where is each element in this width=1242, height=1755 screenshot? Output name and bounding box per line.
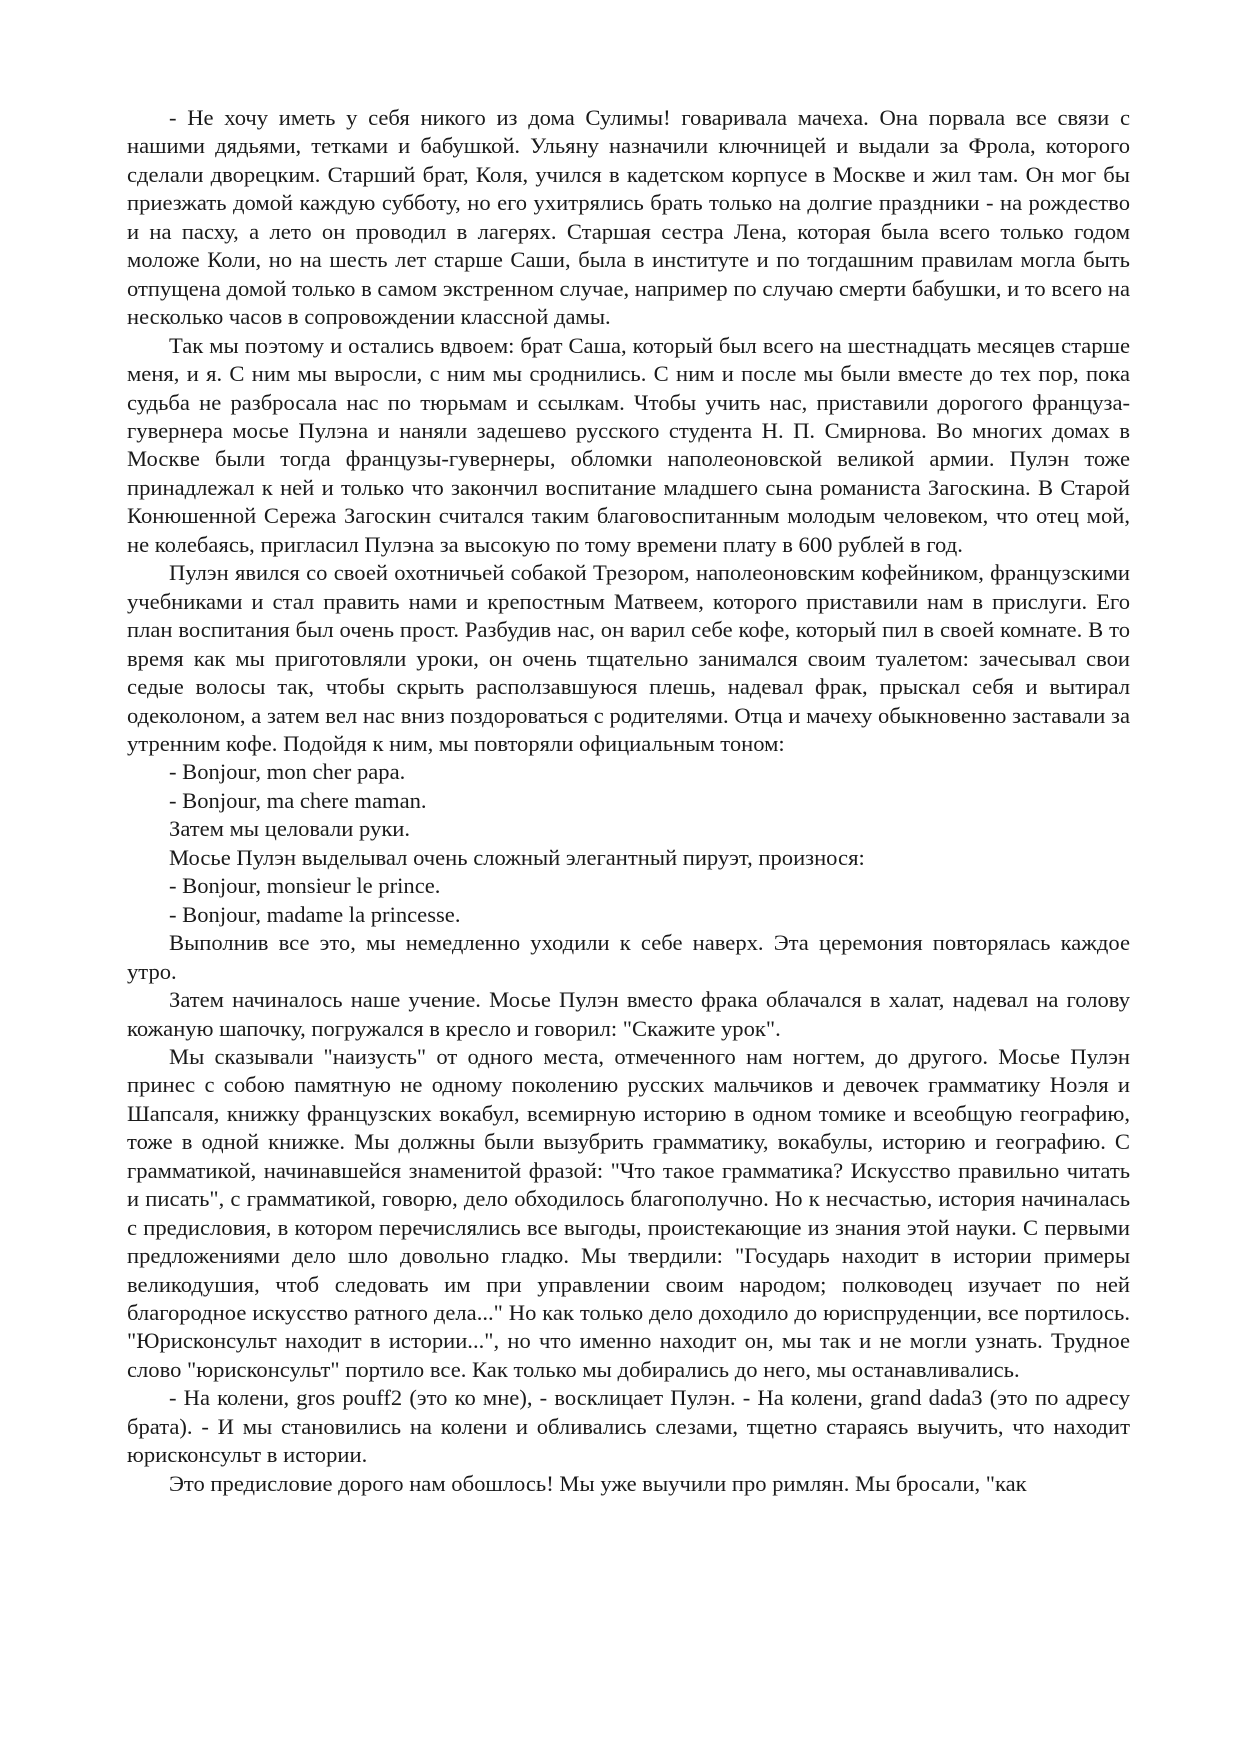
paragraph-6: Мы сказывали "наизусть" от одного места, отмеченного нам ногтем, до другого. Мосье Пулэн принес с собою памятную не одному поколению русских мальчиков и девочек грамматику Ноэля и Шапсаля, книжку французских вокабул, всемирную историю в одном томике и всеобщую географию, тоже в одной книжке. Мы должны были вызубрить грамматику, вокабулы, историю и географию. С грамматикой, начинавшейся знаменитой фразой: "Что такое грамматика? Искусство правильно читать и писать", с грамматикой, говорю, дело обходилось благополучно. Но к несчастью, история начиналась с предисловия, в котором перечислялись все выгоды, проистекающие из знания этой науки. С первыми предложениями дело шло довольно гладко. Мы твердили: "Государь находит в истории примеры великодушия, чтоб следовать им при управлении своим народом; полководец изучает по ней благородное искусство ратного дела..." Но как только дело доходило до юриспруденции, все портилось. "Юрисконсульт находит в истории...", но что именно находит он, мы так и не могли узнать. Трудное слово "юрисконсульт" портило все. Как только мы добирались до него, мы останавливались. — [127, 1043, 1130, 1382]
narration-line-1: Затем мы целовали руки. — [169, 816, 411, 842]
narration-line-2: Мосье Пулэн выделывал очень сложный элегантный пируэт, произнося: — [169, 844, 865, 870]
dialogue-line-2: - Bonjour, ma chere maman. — [169, 787, 427, 813]
paragraph-1: - Не хочу иметь у себя никого из дома Сулимы! говаривала мачеха. Она порвала все связи с нашими дядьями, тетками и бабушкой. Ульяну назначили ключницей и выдали за Фрола, которого сделали дворецким. Старший брат, Коля, учился в кадетском корпусе в Москве и жил там. Он мог бы приезжать домой каждую субботу, но его ухитрялись брать только на долгие праздники - на рождество и на пасху, а лето он проводил в лагерях. Старшая сестра Лена, которая была всего только годом моложе Коли, но на шесть лет старше Саши, была в институте и по тогдашним правилам могла быть отпущена домой только в самом экстренном случае, например по случаю смерти бабушки, и то всего на несколько часов в сопровождении классной дамы. — [127, 105, 1130, 330]
document-page — [127, 104, 1130, 1498]
paragraph-4: Выполнив все это, мы немедленно уходили к себе наверх. Эта церемония повторялась каждое утро. — [127, 930, 1130, 984]
dialogue-line-4: - Bonjour, madame la princesse. — [169, 901, 461, 927]
dialogue-line-3: - Bonjour, monsieur le prince. — [169, 873, 441, 899]
paragraph-5: Затем начиналось наше учение. Мосье Пулэн вместо фрака облачался в халат, надевал на голову кожаную шапочку, погружался в кресло и говорил: "Скажите урок". — [127, 987, 1130, 1041]
paragraph-2: Так мы поэтому и остались вдвоем: брат Саша, который был всего на шестнадцать месяцев старше меня, и я. С ним мы выросли, с ним мы сроднились. С ним и после мы были вместе до тех пор, пока судьба не разбросала нас по тюрьмам и ссылкам. Чтобы учить нас, приставили дорогого француза-гувернера мосье Пулэна и наняли задешево русского студента Н. П. Смирнова. Во многих домах в Москве были тогда французы-гувернеры, обломки наполеоновской великой армии. Пулэн тоже принадлежал к ней и только что закончил воспитание младшего сына романиста Загоскина. В Старой Конюшенной Сережа Загоскин считался таким благовоспитанным молодым человеком, что отец мой, не колебаясь, пригласил Пулэна за высокую по тому времени плату в 600 рублей в год. — [127, 332, 1130, 557]
paragraph-3: Пулэн явился со своей охотничьей собакой Трезором, наполеоновским кофейником, французскими учебниками и стал править нами и крепостным Матвеем, которого приставили нам в прислуги. Его план воспитания был очень прост. Разбудив нас, он варил себе кофе, который пил в своей комнате. В то время как мы приготовляли уроки, он очень тщательно занимался своим туалетом: зачесывал свои седые волосы так, чтобы скрыть расползавшуюся плешь, надевал фрак, прыскал себя и вытирал одеколоном, а затем вел нас вниз поздороваться с родителями. Отца и мачеху обыкновенно заставали за утренним кофе. Подойдя к ним, мы повторяли официальным тоном: — [127, 560, 1130, 756]
paragraph-7: - На колени, gros pouff2 (это ко мне), - восклицает Пулэн. - На колени, grand dada3 (это по адресу брата). - И мы становились на колени и обливались слезами, тщетно стараясь выучить, что находит юрисконсульт в истории. — [127, 1385, 1130, 1468]
dialogue-line-1: - Bonjour, mon cher papa. — [169, 759, 406, 785]
paragraph-8: Это предисловие дорого нам обошлось! Мы уже выучили про римлян. Мы бросали, "как — [169, 1470, 1027, 1496]
